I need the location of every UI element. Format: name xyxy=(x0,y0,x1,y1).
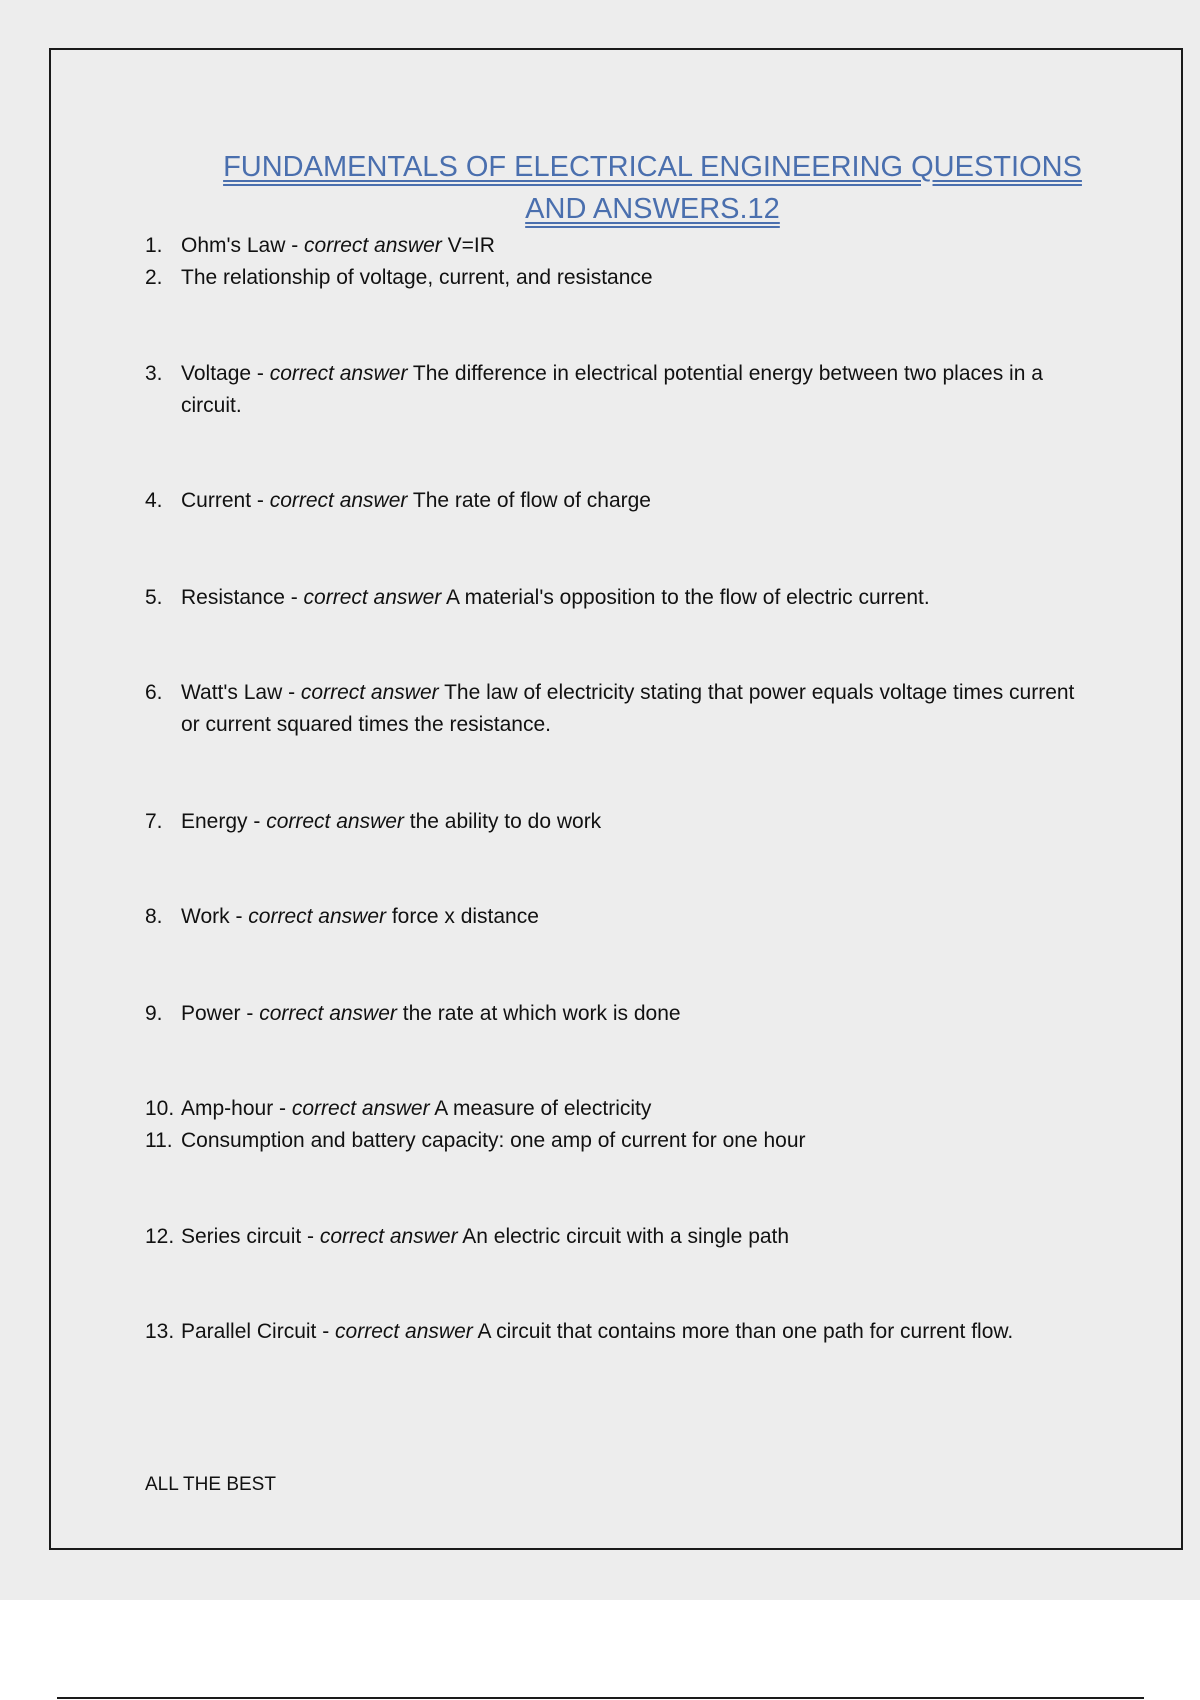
answer-marker: correct answer xyxy=(291,1097,430,1120)
item-text xyxy=(181,901,1095,933)
item-answer: the rate at which work is done xyxy=(396,1002,681,1025)
item-text xyxy=(181,1093,1095,1125)
answer-marker: correct answer xyxy=(269,489,408,512)
answer-marker: correct answer xyxy=(319,1225,458,1248)
qa-item-2 xyxy=(145,262,1095,294)
qa-item-3 xyxy=(145,358,1095,422)
qa-item-4 xyxy=(145,485,1095,517)
item-answer: The rate of flow of charge xyxy=(407,489,651,512)
answer-marker: correct answer xyxy=(335,1320,473,1343)
item-term: The relationship of voltage, current, and resistance xyxy=(181,266,653,289)
item-answer: The law of electricity stating that power equals voltage times current or current squared times the resistance. xyxy=(181,681,1075,736)
qa-item-1 xyxy=(145,230,1095,262)
item-text xyxy=(181,485,1095,517)
item-text xyxy=(181,1221,1095,1253)
item-term: Voltage - xyxy=(181,362,270,385)
answer-marker: correct answer xyxy=(259,1002,397,1025)
item-term: Series circuit - xyxy=(181,1225,320,1248)
item-text xyxy=(181,998,1095,1030)
item-term: Work - xyxy=(181,905,249,928)
item-term: Power - xyxy=(181,1002,260,1025)
item-term: Consumption and battery capacity: one amp of current for one hour xyxy=(181,1129,806,1152)
item-number: 11. xyxy=(145,1129,173,1152)
qa-item-10 xyxy=(145,1093,1095,1125)
item-answer: V=IR xyxy=(441,234,495,257)
item-number: 6. xyxy=(145,681,163,704)
item-text xyxy=(181,1316,1095,1348)
answer-marker: correct answer xyxy=(303,586,442,609)
item-number: 3. xyxy=(145,362,163,385)
item-answer: force x distance xyxy=(386,905,539,928)
item-text xyxy=(181,262,1095,294)
item-number: 2. xyxy=(145,266,163,289)
item-answer: An electric circuit with a single path xyxy=(457,1225,790,1248)
item-term: Parallel Circuit - xyxy=(181,1320,336,1343)
item-term: Amp-hour - xyxy=(181,1097,292,1120)
item-number: 9. xyxy=(145,1002,163,1025)
qa-item-8 xyxy=(145,901,1095,933)
item-answer: A measure of electricity xyxy=(429,1097,652,1120)
qa-item-6 xyxy=(145,677,1095,741)
document-title: FUNDAMENTALS OF ELECTRICAL ENGINEERING QUESTIONS AND ANSWERS.12 xyxy=(223,151,1082,225)
qa-item-7 xyxy=(145,806,1095,838)
item-answer: The difference in electrical potential energy between two places in a circuit. xyxy=(181,362,1043,417)
item-text xyxy=(181,1125,1095,1157)
item-term: Energy - xyxy=(181,810,267,833)
item-number: 7. xyxy=(145,810,163,833)
qa-item-13 xyxy=(145,1316,1095,1348)
item-answer: A material's opposition to the flow of electric current. xyxy=(441,586,930,609)
item-number: 10. xyxy=(145,1097,175,1120)
answer-marker: correct answer xyxy=(269,362,408,385)
item-text xyxy=(181,677,1095,741)
item-term: Current - xyxy=(181,489,270,512)
qa-item-12 xyxy=(145,1221,1095,1253)
item-answer: the ability to do work xyxy=(403,810,602,833)
item-text xyxy=(181,358,1095,422)
item-term: Ohm's Law - xyxy=(181,234,305,257)
footer-divider xyxy=(57,1697,1144,1699)
item-number: 5. xyxy=(145,586,163,609)
qa-item-5 xyxy=(145,582,1095,614)
item-number: 8. xyxy=(145,905,163,928)
item-term: Resistance - xyxy=(181,586,304,609)
item-number: 1. xyxy=(145,234,163,257)
answer-marker: correct answer xyxy=(304,234,442,257)
qa-item-11 xyxy=(145,1125,1095,1157)
item-number: 12. xyxy=(145,1225,175,1248)
answer-marker: correct answer xyxy=(300,681,439,704)
item-number: 4. xyxy=(145,489,163,512)
item-text xyxy=(181,582,1095,614)
answer-marker: correct answer xyxy=(248,905,386,928)
item-answer: A circuit that contains more than one path for current flow. xyxy=(472,1320,1014,1343)
answer-marker: correct answer xyxy=(266,810,404,833)
item-term: Watt's Law - xyxy=(181,681,301,704)
qa-item-9 xyxy=(145,998,1095,1030)
closing-text: ALL THE BEST xyxy=(145,1474,276,1495)
item-text xyxy=(181,230,1095,262)
item-text xyxy=(181,806,1095,838)
item-number: 13. xyxy=(145,1320,175,1343)
